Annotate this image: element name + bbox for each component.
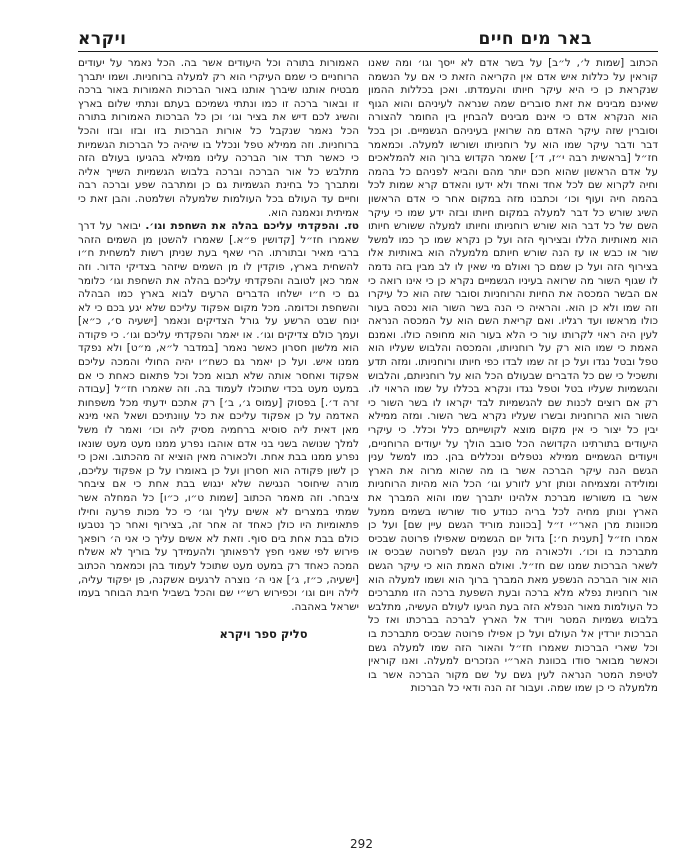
parsha-title: ויקרא — [78, 29, 127, 49]
book-title: באר מים חיים — [478, 29, 592, 49]
left-column — [78, 57, 359, 641]
section-body: יבואר על דרך שאמרו חז״ל [קדושין פ״א.] שאמרו להשטן מן השמים הזהר ברבי מאיר ובתורתו. הרי שאף בעת שניתן רשות למשחית ח״ו להשחית בארץ, פוקדין לו מן השמים שיזהר בצדיקי הדור. וזה אמר כאן לטובה והפקדתי עליכם בהלה את השחפת וגו׳ כלומר גם כי ח״ו ישלחו הדברים הרעים לבוא בארץ כמו הבהלה והשחפת וכדומה. מכל מקום אפקוד עליכם שלא יגע בכם כי לא ינוח שבט הרשע על גורל הצדיקים ונאמר [ישעיה ס׳, כ״א] ועמך כולם צדיקים וגו׳. או יאמר והפקדתי עליכם וגו׳. כי פקודה הוא מלשון חסרון כאשר נאמר [במדבר ל״א, מ״ט] ולא נפקד ממנו איש. ועל כן יאמר גם כשח״ו יהיה החולי והמכה עליכם אפקוד ואחסר אותה שלא תבוא מכל וכל פתאום כאחת כי אם במעט מעט בכדי שתוכלו לעמוד בה. וזה שאמרו חז״ל [עבודה זרה ד׳.] בפסוק [עמוס ג׳, ב׳] רק אתכם ידעתי מכל משפחות האדמה על כן אפקוד עליכם את כל עוונתיכם ושאל האי מינא מאן דאית ליה סוסיא ברחמיה מסיק ליה וכו׳ ואמר לו משל למלך שנושה בשני בני אדם אוהבו נפרע ממנו מעט מעט שונאו נפרע ממנו בבת אחת. ולכאורה מאין הוציא זה מהכתוב. ואכן כי כן לשון פקודה הוא חסרון ועל כן באומרו על כן אפקוד עליכם, מורה שיחוסר הנגישה שלא ינגוש בבת אחת כי אם ציבחר ציבחר. וזה מאמר הכתוב [שמות ט״ו, כ״ו] כל המחלה אשר שמתי במצרים לא אשים עליך וגו׳ כי כל מכות פרעה וחילו פתאומיות היו כולן כאחד זה אחר זה, בצירוף ואחר כך נטבעו כולם בבת אחת בים סוף. וזאת לא אשים עליך כי אני ה׳ רופאך פירוש לפי שאני חפץ לרפאותך ולהעמידך על בוריך לא אשלח המכה כאחד רק במעט מעט שתוכל לעמוד בהן וכמאמר הכתוב [ישעיה, כ״ז, ג׳] אני ה׳ נוצרה לרגעים אשקנה, פן יפקוד עליה, לילה ויום וגו׳ וכפירוש רש״י שם והכל בשביל חיבת הבוחר בעמו ישראל באהבה. — [78, 220, 359, 613]
page-number: 292 — [350, 837, 373, 851]
left-column-continuation-paragraph: האמורות בתורה וכל היעודים אשר בה. הכל נאמר על יעודים הרוחניים כי שמם העיקרי הוא רק למעלה ברוחניות. ושמו יתברך מבטיח אותנו שיברך אותנו באור הברכות האמורות באור ברכה זו ובאור ברכה זו כמו ונתתי גשמיכם בעתם ונתתי שלום בארץ והשיג לכם דיש את בציר וגו׳ וכן כל הברכות האמורות בתורה הכל נאמר שנקבל כל אורות הברכות בזו ובזו ובזו והכל ברוחניות. וזה ממילא טפל ונכלל בו שיהיה כל הברכות הגשמיות כי כאשר תרד אור הברכה עלינו ממילא בהגיעו בעולם הזה מתלבש כל אור הברכה וברכה בלבוש הגשמיות השייך אליה ומתברך כל בחינת הגשמיות גם כן ומתרבה שפע וברכה רבה וחיים עד העולם בכל העולמות שלמעלה ושלמטה. והבן זאת כי אמיתית ונאמנה הוא. — [78, 57, 359, 219]
right-column-paragraph: הכתוב [שמות ל׳, ל״ב] על בשר אדם לא ייסך וגו׳ ומה שאנו קוראין על כללות איש אדם אין הקריאה הזאת כי אם על הנשמה שנקראת כן כי היא עיקר חיותו והעמדתו. ואכן בכללות ההמון שאינם מבינים את זאת סוברים שמה שנראה לעיניהם והוא הגוף הוא הנקרא אדם כי אינם מבינים להבחין בין החומר להצורה וסוברין שזה עיקר האדם מה שרואין בעיניהם הגשמיים. וכן בכל דבר ודבר עיקר שמו הוא על רוחניותו ושורשו למעלה. וכמאמר חז״ל [בראשית רבה י״ז, ד׳] שאמר הקדוש ברוך הוא להמלאכים על אדם הראשון שהוא חכם יותר מהם והביא לפניהם כל בהמה וחיה לקרוא שם לכל אחד ואחד ולא ידעו והאדם קרא שמות לכל בהמה חיה ועוף וכו׳ וכתבנו מזה במקום אחר כי אדם הראשון השיג שורש כל דבר למעלה במקום חיותו ובזה ידע שמו כי עיקר השם של כל דבר הוא שורש רוחניותו וחיותו למעלה ששורש חיותו הוא מאותיות הללו ובצירוף הזה ועל כן נקרא שמו כך כמו למשל שור או כבש או עז הנה שורש חיותם מלמעלה הוא באותיות אלו בצירוף הזה ועל כן שמם כך ואולם מי שאין לו לב מבין בזה נדמה לו שגוף השור מה שרואה בעיניו הגשמיים נקרא כן כי אינו רואה כי אם הבשר המכסה את החיות והרוחניות וסובר שזה הוא כל עיקרו וזה שמו ולא כן הוא. והראיה כי הנה בשר השור הוא נכסה בעור כולו מראשו ועד רגליו. ואם קריאת השם הוא על המכסה הנראה לעין היה ראוי לקרותו עור כי הלא בעור הוא מחופה כולו. ואמנם האמת כי שמו הוא רק על רוחניותו, והמכסה והלבוש שעליו הוא טפל ובטל נגדו ועל כן זה שמו לבדו כפי חיותו ורוחניותו. ומזה תדע ותשכיל כי שם כל הדברים שבעולם הכל הוא על רוחניותם, והלבוש והגשמיות שעליו בטל וטפל נגדו ונקרא בכללו על שמו הראוי לו. רק אם רוצים לכנות שם להגשמיות לבד יקראו לו בשר השור כי השור הוא הרוחניות ובשרו שעליו נקרא בשר השור. ומזה ממילא יבין כל יצור כי אין מקום מוצא לקושייתם כלל וכלל. כי עיקרי היעודים בתורתינו הקדושה הכל סובב הולך על יעודים הרוחניים, ויעודים הגשמיים ממילא נטפלים ונכללים בהן. כמו למשל ענין הגשם הנה עיקר הברכה אשר בו מה שהוא מרוה את הארץ ומולידה ומצמיחה ונותן זרע לזורע וגו׳ הכל הוא מהיות הרוחניות אשר בו משורשו מברכת אלהינו יתברך שמו והוא המברך את הארץ ונותן מחיה לכל בריה כנודע סוד שורשו בשמים ממעל מכוונות מרן האר״י ז״ל [בכוונת מוריד הגשם עיין שם] ועל כן אמרו חז״ל [תענית ח׳:] גדול יום הגשמים שאפילו פרוטה שבכיס מתברכת בו וכו׳. ולכאורה מה ענין הגשם לפרוטה שבכיס או לשאר הברכות שמנו שם חז״ל. ואולם האמת הוא כי עיקר הגשם הוא אור הברכה הנשפע מאת המברך ברוך הוא ושמו למעלה הוא אור רוחניות נפלא מלא ברכה ובעת השפעת ברכה הזו מתברכים כל העולמות מאור הנפלא הזה בעת הגיעו לעולם העשיה, מתלבש בלבוש גשמיות המטר ויורד אל הארץ לברכה בברכתו ואז כל הברכות יורדין אל העולם ועל כן אפילו פרוטה שבכיס מתברכת בו וכל שארי הברכות שאמרו חז״ל והאור הזה שמו למעלה גשם וכאשר מבואר סודו בכוונת האר״י הנזכרים למעלה. ואנו קוראין לטיפת המטר הנראה לעין גשם על שם מקור הברכה אשר בו מלמעלה כי כן שמו שמה. ועבור זה הנה ודאי כל הברכות — [368, 57, 658, 695]
colophon: סליק ספר ויקרא — [219, 627, 308, 642]
right-column — [368, 57, 658, 696]
left-column-section-paragraph — [78, 220, 359, 614]
section-heading: טז. והפקדתי עליכם בהלה את השחפת וגו׳. — [145, 220, 359, 233]
page-header — [78, 0, 658, 52]
text-columns — [78, 57, 658, 696]
page-footer — [0, 833, 693, 852]
page-content — [78, 0, 658, 696]
